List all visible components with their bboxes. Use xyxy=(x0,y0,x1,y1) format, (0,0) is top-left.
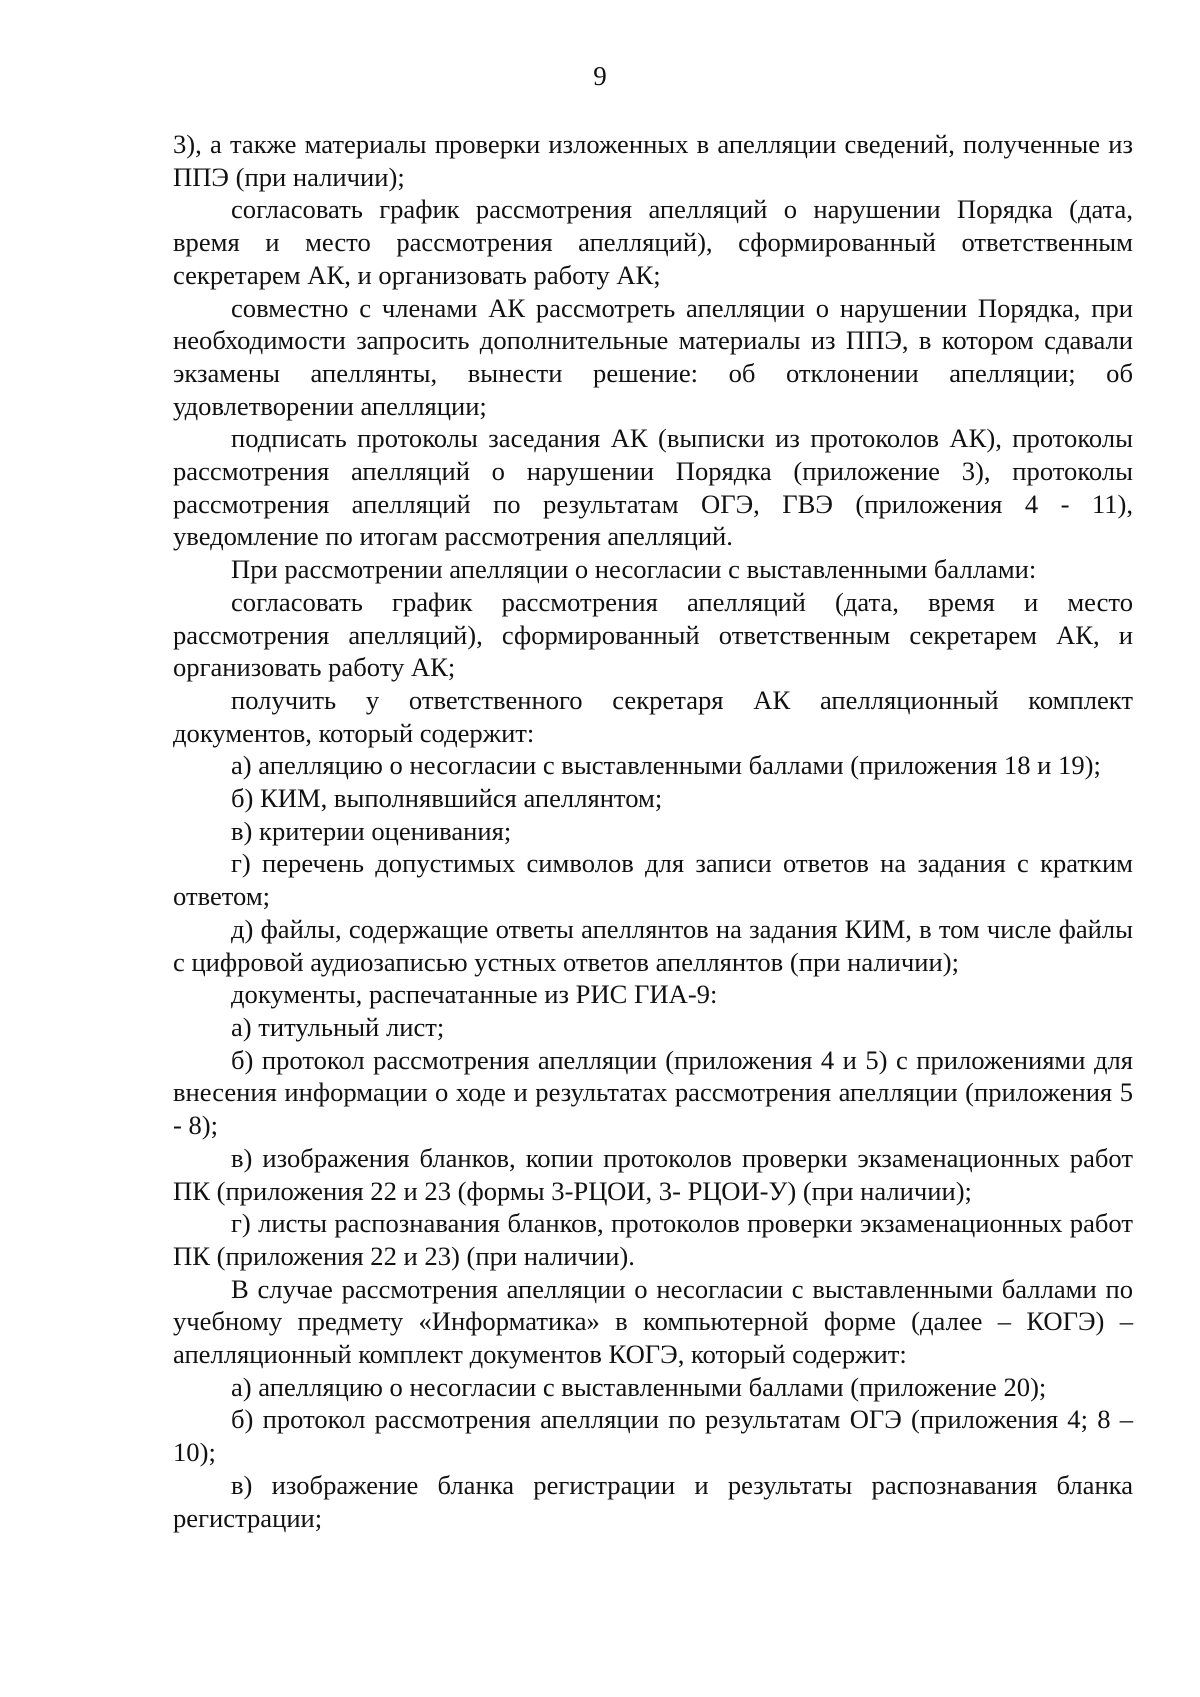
paragraph: согласовать график рассмотрения апелляций о нарушении Порядка (дата, время и место рассмотрения апелляций), сформированный ответственным секретарем АК, и организовать работу АК; xyxy=(173,194,1133,290)
list-item: б) КИМ, выполнявшийся апеллянтом; xyxy=(231,783,663,814)
paragraph: В случае рассмотрения апелляции о несогласии с выставленными баллами по учебному предмету «Информатика» в компьютерной форме (далее – КОГЭ) – апелляционный комплект документов КОГЭ, который содержит: xyxy=(173,1273,1133,1370)
list-item: а) титульный лист; xyxy=(231,1011,445,1042)
list-item: в) изображения бланков, копии протоколов проверки экзаменационных работ ПК (приложения 22 и 23 (формы 3-РЦОИ, 3- РЦОИ-У) (при наличии); xyxy=(173,1142,1133,1206)
paragraph: подписать протоколы заседания АК (выписки из протоколов АК), протоколы рассмотрения апелляций о нарушении Порядка (приложение 3), протоколы рассмотрения апелляций по результатам ОГЭ, ГВЭ (приложения 4 - 11), уведомление по итогам рассмотрения апелляций. xyxy=(173,423,1133,552)
paragraph: документы, распечатанные из РИС ГИА-9: xyxy=(231,979,718,1010)
paragraph: При рассмотрении апелляции о несогласии с выставленными баллами: xyxy=(231,554,1037,585)
list-item: д) файлы, содержащие ответы апеллянтов на задания КИМ, в том числе файлы с цифровой аудиозаписью устных ответов апеллянтов (при наличии); xyxy=(173,913,1133,977)
list-item: г) листы распознавания бланков, протоколов проверки экзаменационных работ ПК (приложения 22 и 23) (при наличии). xyxy=(173,1208,1133,1271)
page-number: 9 xyxy=(593,61,607,91)
document-body xyxy=(173,128,1133,1534)
paragraph: совместно с членами АК рассмотреть апелляции о нарушении Порядка, при необходимости запросить дополнительные материалы из ППЭ, в котором сдавали экзамены апеллянты, вынести решение: об отклонении апелляции; об удовлетворении апелляции; xyxy=(173,292,1133,421)
paragraph: согласовать график рассмотрения апелляций (дата, время и место рассмотрения апелляций), сформированный ответственным секретарем АК, и организовать работу АК; xyxy=(173,586,1133,683)
list-item: а) апелляцию о несогласии с выставленными баллами (приложение 20); xyxy=(231,1371,1047,1402)
list-item: б) протокол рассмотрения апелляции (приложения 4 и 5) с приложениями для внесения информации о ходе и результатах рассмотрения апелляции (приложения 5 - 8); xyxy=(173,1044,1133,1141)
paragraph: получить у ответственного секретаря АК апелляционный комплект документов, который содержит: xyxy=(173,684,1133,748)
paragraph: 3), а также материалы проверки изложенных в апелляции сведений, полученные из ППЭ (при наличии); xyxy=(173,129,1133,192)
list-item: г) перечень допустимых символов для записи ответов на задания с кратким ответом; xyxy=(173,848,1133,912)
list-item: в) критерии оценивания; xyxy=(231,815,512,846)
list-item: б) протокол рассмотрения апелляции по результатам ОГЭ (приложения 4; 8 – 10); xyxy=(173,1404,1133,1468)
list-item: в) изображение бланка регистрации и результаты распознавания бланка регистрации; xyxy=(173,1469,1133,1533)
list-item: а) апелляцию о несогласии с выставленными баллами (приложения 18 и 19); xyxy=(231,750,1101,781)
